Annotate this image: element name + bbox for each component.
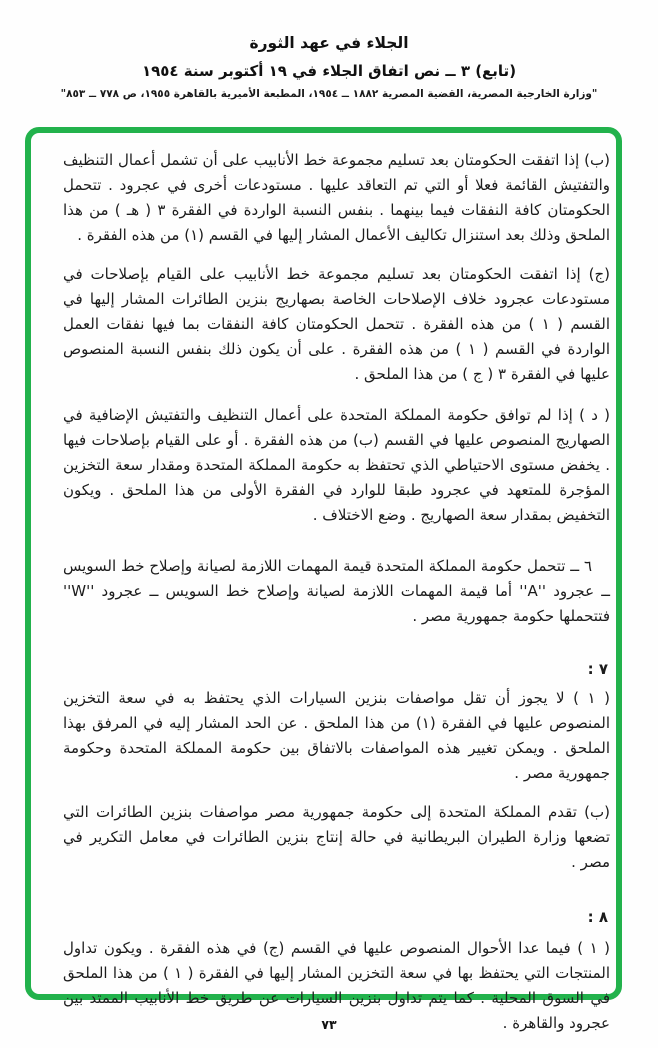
page-title: الجلاء في عهد الثورة	[249, 34, 409, 52]
page-subtitle: (تابع) ٣ ــ نص اتفاق الجلاء في ١٩ أكتوبر سنة ١٩٥٤	[141, 62, 517, 80]
page-footer	[0, 1014, 658, 1033]
paragraph-j	[63, 262, 610, 387]
item-text: لا يجوز أن تقل مواصفات بنزين السيارات الذي يحتفظ به في سعة التخزين المنصوص عليها في الفقرة (١) من هذا الملحق . عن الحد المشار إليه في المرفق بهذا الملحق . ويمكن تغيير هذه المواصفات بالاتفاق بين حكومة المملكة المتحدة وحكومة جمهورية مصر .	[63, 689, 610, 782]
item-label: (ب)	[584, 803, 610, 821]
paragraph-text: ٦ ــ تتحمل حكومة المملكة المتحدة قيمة المهمات اللازمة لصيانة وإصلاح خط السويس ــ عجرود ''A'' أما قيمة المهمات اللازمة لصيانة وإصلاح خط السويس ــ عجرود ''W'' فتتحملها حكومة جمهورية مصر .	[63, 557, 611, 625]
paragraph-text: إذا لم توافق حكومة المملكة المتحدة على أعمال التنظيف والتفتيش الإضافية في الصهاريج المنصوص عليها في القسم (ب) من هذه الفقرة . أو على القيام بإصلاحات فيها . يخفض مستوى الاحتياطي الذي تحتفظ به حكومة المملكة المتحدة ومقدار سعة التخزين المؤجرة للمتعهد في عجرود طبقا للوارد في الفقرة الأولى من هذا الملحق . ويكون التخفيض بمقدار سعة الصهاريج . وضع الاختلاف .	[63, 406, 610, 524]
paragraph-label: (ب)	[584, 151, 610, 169]
paragraph-label: (ج)	[588, 265, 610, 283]
section-6-paragraph	[63, 554, 610, 629]
paragraph-b	[63, 148, 610, 248]
section-7-item-1	[63, 686, 610, 786]
paragraph-label: ( د )	[579, 406, 610, 424]
section-7-marker: ٧ :	[587, 660, 608, 678]
item-text: تقدم المملكة المتحدة إلى حكومة جمهورية مصر مواصفات بنزين الطائرات التي تضعها وزارة الطيران البريطانية في حالة إنتاج بنزين الطائرات في معامل التكرير في مصر .	[63, 803, 610, 871]
section-8-marker: ٨ :	[587, 908, 608, 926]
page-header	[0, 0, 658, 100]
item-label: ( ١ )	[573, 689, 611, 707]
paragraph-text: إذا اتفقت الحكومتان بعد تسليم مجموعة خط الأنابيب على أن تشمل أعمال التنظيف والتفتيش القائمة فعلا أو التي تم التعاقد عليها . مستودعات أخرى في عجرود . تتحمل الحكومتان كافة النفقات فيما بينهما . بنفس النسبة الواردة في الفقرة ٣ ( هـ ) من هذا الملحق وذلك بعد استنزال تكاليف الأعمال المشار إليها في القسم (١) من هذه الفقرة .	[63, 151, 610, 244]
item-label: ( ١ )	[577, 939, 611, 957]
page-number: ٧٣	[321, 1017, 337, 1032]
paragraph-d	[63, 403, 610, 528]
item-text: فيما عدا الأحوال المنصوص عليها في القسم (ج) في هذه الفقرة . ويكون تداول المنتجات التي يحتفظ بها في سعة التخزين المشار إليها في الفقرة ( ١ ) من هذا الملحق في السوق المحلية . كما يتم تداول بنزين السيارات عن طريق خط الأنابيب الممتد بين عجرود والقاهرة .	[63, 939, 610, 1032]
source-citation: "وزارة الخارجية المصرية، القضية المصرية ١٨٨٢ ــ ١٩٥٤، المطبعة الأميرية بالقاهرة ١٩٥٥، ص ٧٧٨ ــ ٨٥٣"	[60, 88, 598, 100]
section-7-item-b	[63, 800, 610, 875]
paragraph-text: إذا اتفقت الحكومتان بعد تسليم مجموعة خط الأنابيب على القيام بإصلاحات في مستودعات عجرود خلاف الإصلاحات الخاصة بصهاريج بنزين الطائرات المشار إليها في القسم ( ١ ) من هذه الفقرة . تتحمل الحكومتان كافة النفقات بما فيها نفقات العمل الواردة في القسم ( ١ ) من هذه الفقرة . على أن يكون ذلك بنفس النسبة المنصوص عليها في الفقرة ٣ ( ج ) من هذا الملحق .	[63, 265, 611, 383]
